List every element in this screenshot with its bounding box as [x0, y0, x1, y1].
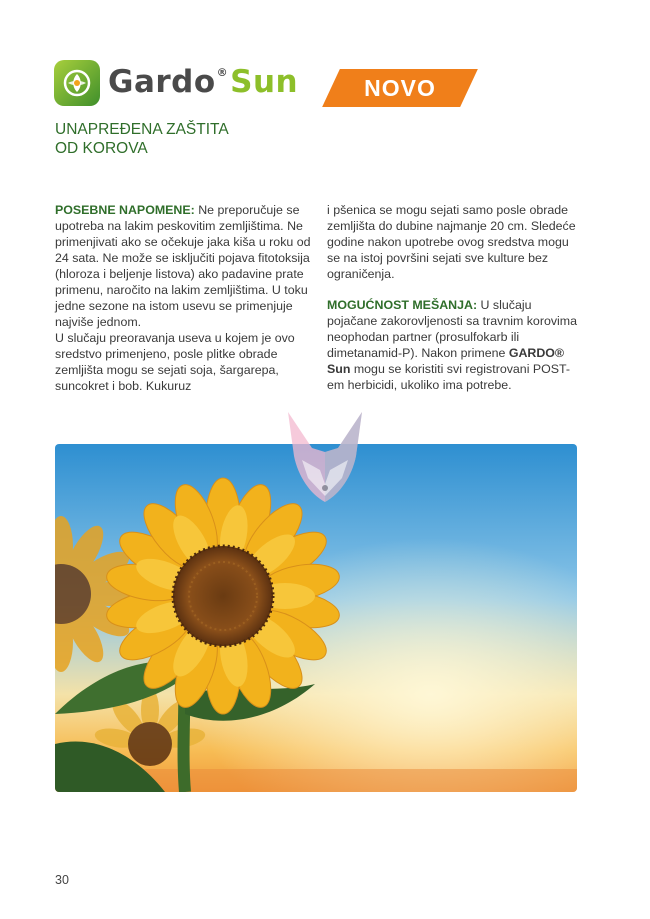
brand-word-sun: Sun [230, 64, 299, 100]
mixing-text-a: U slučaju pojačane zakorovljenosti sa travnim korovima neophodan partner (prosulfokarb ili dimetanamid-P). Nakon primene [327, 298, 577, 360]
special-notes-text: Ne preporučuje se upotreba na lakim peskovitim zemljištima. Ne primenjivati ako se očekuje jaka kiša u roku od 24 sata. Ne može se isključiti pojava fitotoksija (hloroza i beljenje listova) ako padavine prate primenu, naročito na lakim zemljištima. U toku jedne sezone na istom usevu se primenjuje najviše jednom. [55, 203, 311, 329]
brand-registered-mark: ® [216, 66, 229, 79]
mixing-text-b: mogu se koristiti svi registrovani POST-em herbicidi, ukoliko ima potrebe. [327, 362, 571, 392]
special-notes-paragraph [55, 202, 311, 394]
new-badge-label: NOVO [364, 75, 436, 101]
brand-word-gardo: Gardo [108, 64, 216, 100]
product-subtitle [55, 120, 315, 158]
brand-logo [54, 60, 299, 110]
brand-name [108, 64, 298, 100]
left-text-column [55, 202, 311, 409]
replanting-continued-paragraph: i pšenica se mogu sejati samo posle obrade zemljišta do dubine najmanje 20 cm. Sledeće godine nakon upotrebe ovog sredstva mogu se na istoj površini sejati sve kulture bez ograničenja. [327, 203, 576, 281]
mixing-paragraph [327, 297, 582, 393]
replanting-text: U slučaju preoravanja useva u kojem je ovo sredstvo primenjeno, posle plitke obrade zemljišta mogu se sejati soja, šargarepa, suncokret i bob. Kukuruz [55, 331, 295, 393]
mixing-brand-name: GARDO® Sun [327, 346, 565, 376]
fox-watermark-icon [282, 412, 368, 504]
subtitle-line-1: UNAPREĐENA ZAŠTITA [55, 121, 229, 138]
special-notes-heading: POSEBNE NAPOMENE: [55, 203, 195, 217]
page-number: 30 [55, 873, 69, 887]
mixing-heading: MOGUĆNOST MEŠANJA: [327, 298, 478, 312]
logo-seed-icon [54, 60, 100, 106]
right-text-column [327, 202, 582, 408]
new-badge [322, 69, 478, 107]
subtitle-line-2: OD KOROVA [55, 140, 148, 157]
